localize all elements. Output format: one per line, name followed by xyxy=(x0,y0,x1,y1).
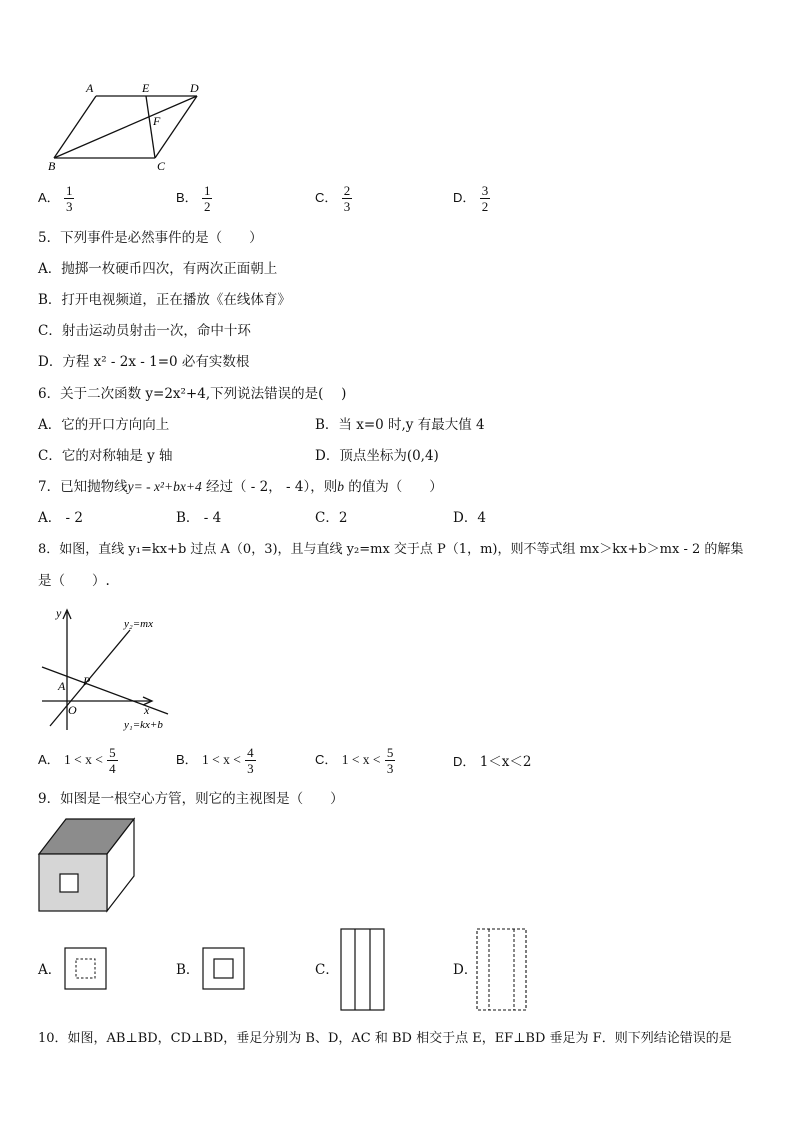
hollow-tube-figure xyxy=(36,816,138,914)
fraction: $\frac{5}{3}$ xyxy=(386,745,394,776)
label-F: F xyxy=(153,114,161,128)
q9-option-d-figure xyxy=(476,928,528,1012)
label-A: A xyxy=(58,679,66,693)
q9-option-b-label: B． xyxy=(176,962,200,978)
tube-hole xyxy=(60,874,78,892)
fraction: $\frac{2}{3}$ xyxy=(343,183,351,214)
label-D: D xyxy=(190,81,199,95)
q9-option-a-label: A． xyxy=(38,962,62,978)
q9-stem: 9．如图是一根空心方管，则它的主视图是（ ） xyxy=(38,791,344,807)
q9-option-c-label: C． xyxy=(315,962,339,978)
label-O: O xyxy=(68,703,77,717)
q8-option-a: A． 1 < x < $\frac{5}{4}$ xyxy=(38,745,116,776)
label-B: B xyxy=(48,159,56,173)
q6-option-c: C．它的对称轴是 y 轴 xyxy=(38,448,173,464)
q8-stem-line1: 8．如图，直线 y₁=kx+b 过点 A（0，3)，且与直线 y₂=mx 交于点 P（1，m)，则不等式组 mx＞kx+b＞mx - 2 的解集 xyxy=(38,542,744,557)
q9-option-c-figure xyxy=(340,928,386,1012)
q4-option-d: D． $\frac{3}{2}$ xyxy=(453,183,489,214)
q4-option-a: A． $\frac{1}{3}$ xyxy=(38,183,73,214)
label-y1: y₁=kx+b xyxy=(124,719,163,731)
q4-option-c: C． $\frac{2}{3}$ xyxy=(315,183,351,214)
q6-option-a: A．它的开口方向向上 xyxy=(38,417,170,433)
q8-option-c: C． 1 < x < $\frac{5}{3}$ xyxy=(315,745,394,776)
label-y: y xyxy=(56,606,62,620)
q6-stem: 6．关于二次函数 y=2x²+4,下列说法错误的是( ) xyxy=(38,386,347,402)
q5-option-a: A．抛掷一枚硬币四次，有两次正面朝上 xyxy=(38,261,278,277)
q8-option-d: D． 1＜x＜2 xyxy=(453,754,532,770)
label-C: C xyxy=(157,159,166,173)
q9-option-b-figure xyxy=(202,947,246,991)
linear-functions-figure xyxy=(36,604,186,734)
q5-stem: 5．下列事件是必然事件的是（ ） xyxy=(38,230,263,246)
q5-option-b: B．打开电视频道，正在播放《在线体育》 xyxy=(38,292,291,308)
q7-option-a: A． - 2 xyxy=(38,510,83,526)
q5-option-d: D．方程 x² - 2x - 1=0 必有实数根 xyxy=(38,354,250,370)
q8-stem-line2: 是（ ）. xyxy=(38,573,110,589)
fraction: $\frac{5}{4}$ xyxy=(109,745,116,776)
q7-option-d: D．4 xyxy=(453,510,486,526)
label-A: A xyxy=(86,81,94,95)
label-P: P xyxy=(83,674,91,688)
q6-option-d: D．顶点坐标为(0,4) xyxy=(315,448,439,464)
q7-option-b: B． - 4 xyxy=(176,510,222,526)
fraction: $\frac{1}{3}$ xyxy=(65,183,73,214)
q7-option-c: C．2 xyxy=(315,510,348,526)
q8-option-b: B． 1 < x < $\frac{4}{3}$ xyxy=(176,745,254,776)
q6-option-b: B．当 x=0 时,y 有最大值 4 xyxy=(315,417,485,433)
q5-option-c: C．射击运动员射击一次，命中十环 xyxy=(38,323,251,339)
parallelogram-figure xyxy=(40,78,220,174)
q9-option-d-label: D． xyxy=(453,962,478,978)
q7-formula: y= - x²+bx+4 xyxy=(127,479,202,494)
fraction: $\frac{4}{3}$ xyxy=(247,745,254,776)
label-x: x xyxy=(144,703,150,717)
q9-option-a-figure xyxy=(64,947,108,991)
q4-option-b: B． $\frac{1}{2}$ xyxy=(176,183,211,214)
label-y2: y₂=mx xyxy=(124,618,153,630)
q7-stem: 7．已知抛物线y= - x²+bx+4 经过（ - 2， - 4），则b 的值为（ ） xyxy=(38,479,443,495)
label-E: E xyxy=(142,81,150,95)
fraction: $\frac{3}{2}$ xyxy=(481,183,489,214)
q10-stem: 10．如图，AB⊥BD，CD⊥BD，垂足分别为 B、D，AC 和 BD 相交于点 E，EF⊥BD 垂足为 F．则下列结论错误的是 xyxy=(38,1031,732,1046)
fraction: $\frac{1}{2}$ xyxy=(203,183,211,214)
